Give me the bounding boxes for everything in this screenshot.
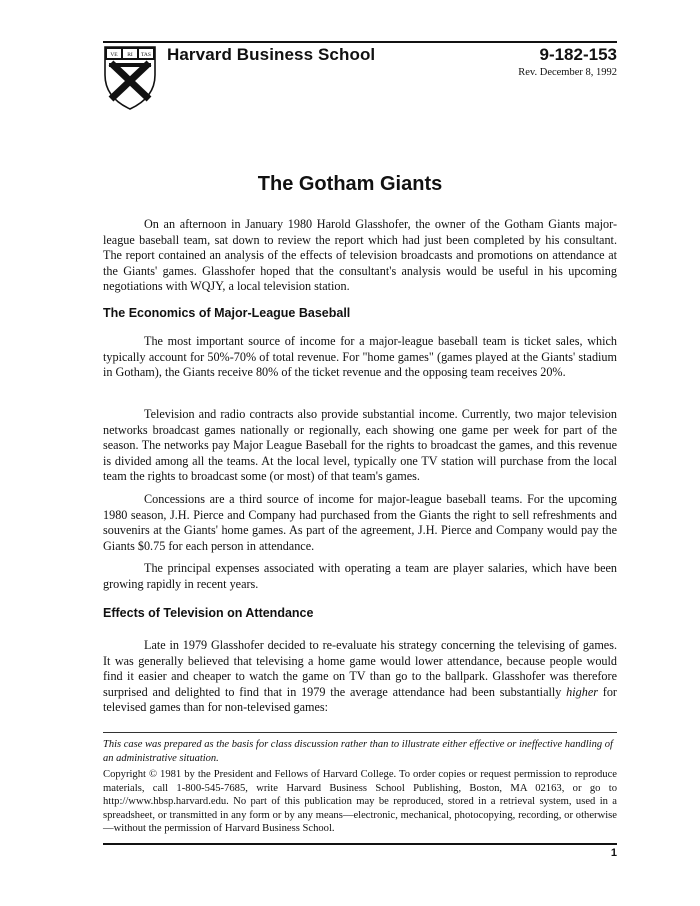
paragraph-tv-contracts [103, 407, 617, 485]
paragraph-text: The most important source of income for a major-league baseball team is ticket sales, which typically account for 50%-70% of total revenue. For "home games" (games played at the Giants' stadium in Gotham), the Giants receive 80% of the ticket revenue and the opposing team receives 20%. [103, 334, 617, 379]
case-number: 9-182-153 [539, 45, 617, 64]
paragraph-text [103, 638, 617, 716]
page-number: 1 [610, 847, 617, 859]
paragraph-text: Television and radio contracts also provide substantial income. Currently, two major television networks broadcast games nationally or regionally, each showing one game per week for part of the season. The networks pay Major League Baseball for the rights to broadcast the games, and this revenue is divided among all the teams. At the local level, typically one TV station will purchase from the local team the rights to broadcast some (or most) of that team's games. [103, 407, 617, 483]
paragraph-text: Concessions are a third source of income for major-league baseball teams. For the upcoming 1980 season, J.H. Pierce and Company had purchased from the Giants the right to sell refreshments and souvenirs at the Giants' home games. As part of the agreement, J.H. Pierce and Company would pay the Giants $0.75 for each person in attendance. [103, 492, 617, 553]
intro-paragraph [103, 217, 617, 295]
paragraph-text: The principal expenses associated with operating a team are player salaries, which have been growing rapidly in recent years. [103, 561, 617, 591]
harvard-shield-logo [103, 45, 157, 111]
paragraph-attendance [103, 638, 617, 716]
section-heading-economics: The Economics of Major-League Baseball [103, 306, 351, 320]
copyright-notice: Copyright © 1981 by the President and Fellows of Harvard College. To order copies or request permission to reproduce materials, call 1-800-545-7685, write Harvard Business School Publishing, Boston, MA 02163, or go to http://www.hbsp.harvard.edu. No part of this publication may be reproduced, stored in a retrieval system, used in a spreadsheet, or transmitted in any form or by any means—electronic, mechanical, photocopying, recording, or otherwise—without the permission of Harvard Business School. [103, 769, 617, 834]
paragraph-expenses [103, 561, 617, 592]
footnote-rule [103, 732, 617, 733]
emphasis-higher: higher [566, 684, 598, 699]
revision-date: Rev. December 8, 1992 [518, 67, 617, 78]
paragraph-concessions [103, 492, 617, 554]
school-name: Harvard Business School [167, 45, 376, 64]
section-heading-television: Effects of Television on Attendance [103, 606, 314, 620]
header-rule [103, 41, 617, 43]
intro-text: On an afternoon in January 1980 Harold Glasshofer, the owner of the Gotham Giants major-league baseball team, sat down to review the report which had just been completed by his consultant. The report contained an analysis of the effects of television broadcasts and promotions on attendance at the Giants' games. Glasshofer hoped that the consultant's analysis would be useful in his upcoming negotiations with WQJY, a local television station. [103, 217, 617, 293]
shield-word: RI [127, 52, 133, 58]
footer-rule [103, 843, 617, 845]
case-disclaimer: This case was prepared as the basis for class discussion rather than to illustrate either effective or ineffective handling of an administrative situation. [103, 739, 613, 764]
paragraph-ticket-sales [103, 334, 617, 381]
text-part: Late in 1979 Glasshofer decided to re-evaluate his strategy concerning the televising of games. It was generally believed that televising a home game would lower attendance, because people would find it easier and cheaper to watch the game on TV than go to the ballpark. Glasshofer was therefore surprised and delighted to find that in 1979 the average attendance had been substantially [103, 638, 617, 699]
shield-word: TAS [141, 52, 151, 58]
text-part: for televised games than for non-televised games: [103, 684, 617, 714]
shield-word: VE [110, 52, 118, 58]
case-title: The Gotham Giants [257, 173, 443, 195]
